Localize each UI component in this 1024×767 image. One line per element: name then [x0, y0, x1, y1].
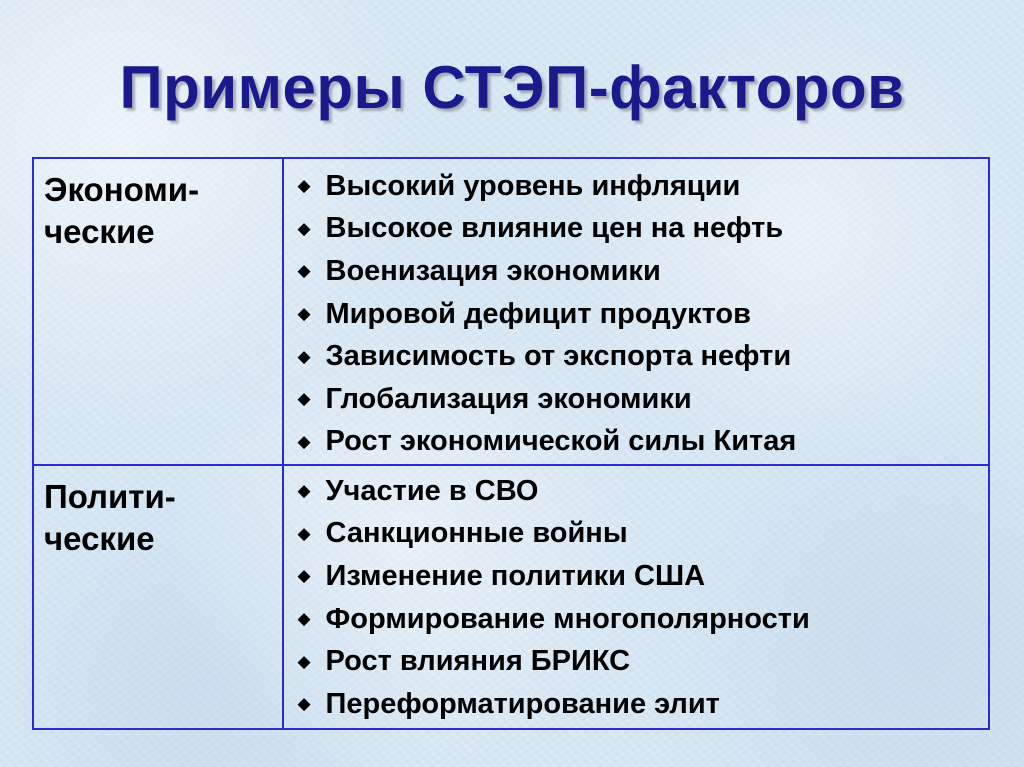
list-item-text: Формирование многополярности [325, 602, 810, 635]
items-cell-economic [283, 158, 989, 465]
list-item [298, 640, 988, 683]
diamond-bullet-icon: ◆ [297, 176, 311, 196]
list-item [298, 555, 988, 598]
list-item [298, 165, 988, 208]
slide-title: Примеры СТЭП-факторов [119, 54, 905, 121]
list-item-text: Переформатирование элит [325, 687, 720, 720]
table-row-political [33, 465, 989, 729]
list-item [298, 335, 988, 378]
list-item [298, 250, 988, 293]
category-cell-political [33, 465, 283, 729]
list-item [298, 598, 988, 641]
list-item [298, 378, 988, 421]
list-item-text: Санкционные войны [325, 517, 628, 550]
list-item-text: Рост влияния БРИКС [325, 645, 631, 678]
category-label-line1: Полити- [44, 478, 176, 515]
diamond-bullet-icon: ◆ [297, 481, 311, 501]
diamond-bullet-icon: ◆ [297, 346, 311, 366]
diamond-bullet-icon: ◆ [297, 431, 311, 451]
list-item [298, 470, 988, 513]
factors-table [32, 157, 990, 730]
category-label-line2: ческие [44, 213, 155, 250]
list-item [298, 293, 988, 336]
list-item-text: Высокое влияние цен на нефть [325, 212, 784, 245]
list-item-text: Изменение политики США [325, 559, 706, 592]
category-label-line1: Экономи- [44, 171, 200, 208]
category-cell-economic [33, 158, 283, 465]
items-cell-political [283, 465, 989, 729]
diamond-bullet-icon: ◆ [297, 609, 311, 629]
diamond-bullet-icon: ◆ [297, 304, 311, 324]
list-item [298, 208, 988, 251]
list-item-text: Глобализация экономики [325, 382, 692, 415]
diamond-bullet-icon: ◆ [297, 218, 311, 238]
diamond-bullet-icon: ◆ [297, 651, 311, 671]
list-item-text: Участие в СВО [325, 474, 539, 507]
diamond-bullet-icon: ◆ [297, 694, 311, 714]
diamond-bullet-icon: ◆ [297, 523, 311, 543]
list-item [298, 683, 988, 726]
list-item-text: Высокий уровень инфляции [325, 169, 741, 202]
diamond-bullet-icon: ◆ [297, 261, 311, 281]
category-label-line2: ческие [44, 520, 155, 557]
items-list-political [284, 466, 988, 726]
list-item-text: Зависимость от экспорта нефти [325, 340, 792, 373]
list-item [298, 513, 988, 556]
diamond-bullet-icon: ◆ [297, 389, 311, 409]
items-list-economic [284, 159, 988, 463]
list-item-text: Мировой дефицит продуктов [325, 297, 751, 330]
category-label-economic [34, 159, 282, 253]
list-item-text: Рост экономической силы Китая [325, 425, 797, 458]
category-label-political [34, 466, 282, 560]
list-item-text: Военизация экономики [325, 254, 661, 287]
table-row-economic [33, 158, 989, 465]
diamond-bullet-icon: ◆ [297, 566, 311, 586]
list-item [298, 421, 988, 464]
